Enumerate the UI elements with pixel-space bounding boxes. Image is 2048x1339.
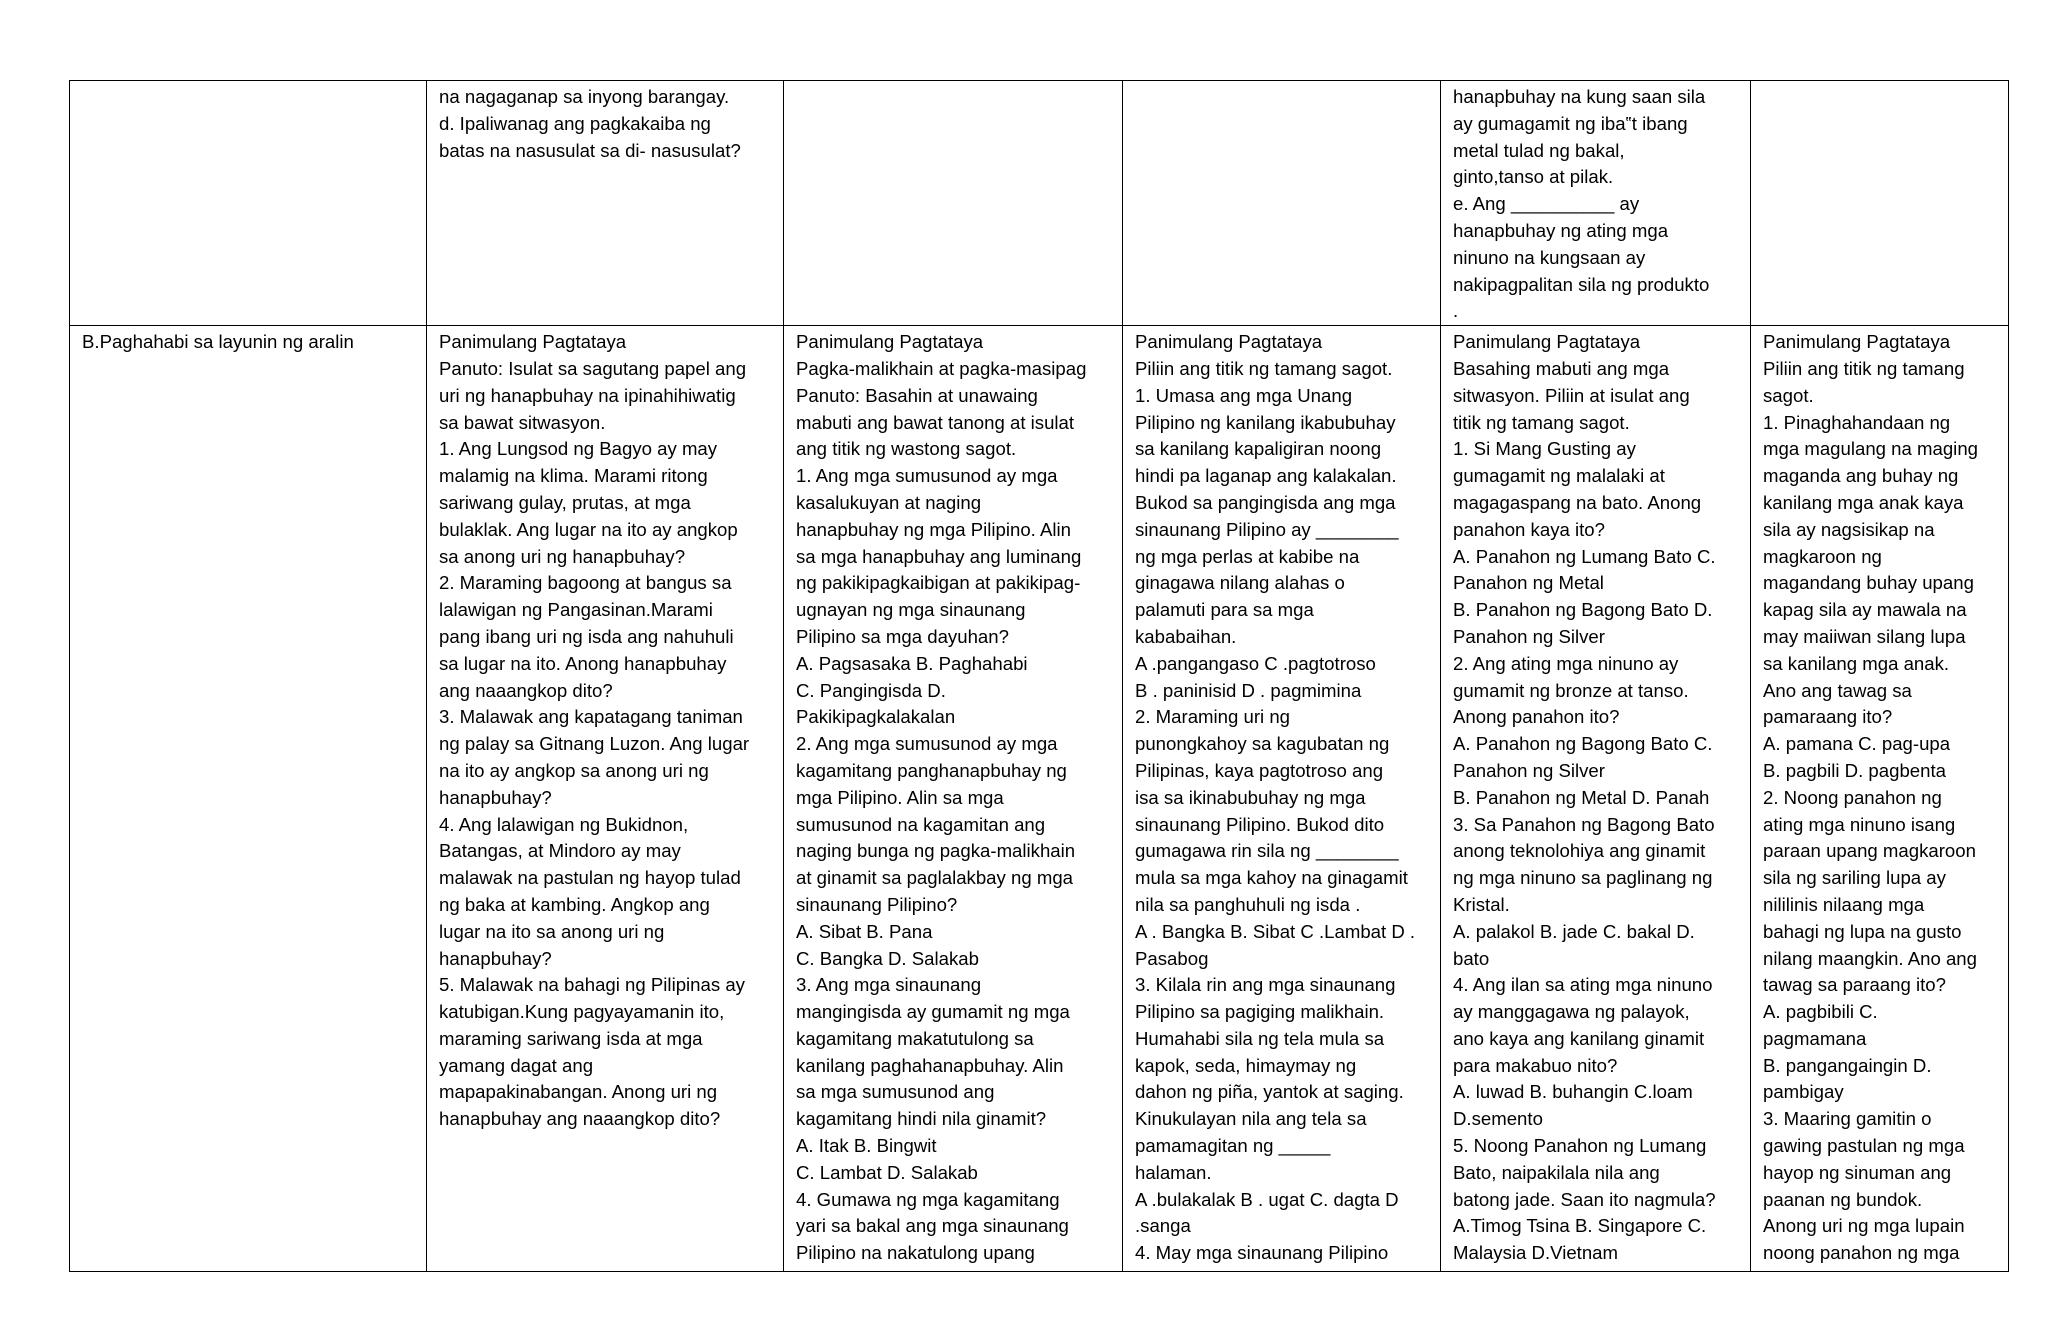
cell-text-line: A. Panahon ng Bagong Bato C. — [1453, 733, 1713, 755]
cell-text-line: mga Pilipino. Alin sa mga — [796, 786, 1004, 808]
cell-text-line: lalawigan ng Pangasinan.Marami — [439, 599, 713, 621]
table-cell — [1441, 326, 1751, 1272]
cell-text-line: B.Paghahabi sa layunin ng aralin — [82, 331, 354, 353]
cell-text-line: Kinukulayan nila ang tela sa — [1135, 1108, 1367, 1130]
cell-text-line: Panimulang Pagtataya — [1763, 331, 1951, 353]
table-row — [70, 81, 2009, 326]
cell-text-line: A .bulakalak B . ugat C. dagta D — [1135, 1188, 1399, 1210]
cell-text-line: may maiiwan silang lupa — [1763, 625, 1966, 647]
cell-text-line: C. Lambat D. Salakab — [796, 1161, 978, 1183]
cell-text-line: nililinis nilaang mga — [1763, 893, 1925, 915]
cell-text-line: nila sa panghuhuli ng isda . — [1135, 893, 1361, 915]
cell-text-line: 4. Gumawa ng mga kagamitang — [796, 1188, 1060, 1210]
cell-text-line: gawing pastulan ng mga — [1763, 1135, 1965, 1157]
cell-text-line: hanapbuhay? — [439, 947, 552, 969]
cell-text-line: C. Pangingisda D. — [796, 679, 946, 701]
table-cell — [427, 81, 784, 326]
cell-text-line: noong panahon ng mga — [1763, 1242, 1960, 1264]
cell-text-line: Panahon ng Metal — [1453, 572, 1604, 594]
cell-text-line: sa kanilang mga anak. — [1763, 652, 1950, 674]
cell-text-line: pang ibang uri ng isda ang nahuhuli — [439, 625, 734, 647]
cell-text-line: Anong panahon ito? — [1453, 706, 1620, 728]
cell-text-line: naging bunga ng pagka-malikhain — [796, 840, 1076, 862]
cell-text-line: 3. Kilala rin ang mga sinaunang — [1135, 974, 1396, 996]
cell-text-line: 4. Ang lalawigan ng Bukidnon, — [439, 813, 689, 835]
cell-text-line: sa bawat sitwasyon. — [439, 411, 606, 433]
cell-text-line: 4. Ang ilan sa ating mga ninuno — [1453, 974, 1713, 996]
cell-text-line: Piliin ang titik ng tamang sagot. — [1135, 357, 1393, 379]
cell-text-line: mga magulang na maging — [1763, 438, 1978, 460]
cell-text-line: 3. Malawak ang kapatagang taniman — [439, 706, 743, 728]
table-row — [70, 326, 2009, 1272]
cell-text-line: maganda ang buhay ng — [1763, 465, 1959, 487]
cell-text-line: 1. Ang mga sumusunod ay mga — [796, 465, 1058, 487]
cell-text-line: Panimulang Pagtataya — [796, 331, 984, 353]
cell-text-line: sumusunod na kagamitan ang — [796, 813, 1046, 835]
cell-text-line: Pagka-malikhain at pagka-masipag — [796, 357, 1087, 379]
cell-text-line: .sanga — [1135, 1215, 1191, 1237]
cell-text-line: 3. Maaring gamitin o — [1763, 1108, 1932, 1130]
cell-text-line: hanapbuhay ang naaangkop dito? — [439, 1108, 721, 1130]
cell-text-line: anong teknolohiya ang ginamit — [1453, 840, 1706, 862]
cell-text-line: B . paninisid D . pagmimina — [1135, 679, 1362, 701]
cell-text-line: Bato, naipakilala nila ang — [1453, 1161, 1660, 1183]
cell-text-line: A .pangangaso C .pagtotroso — [1135, 652, 1376, 674]
cell-text-line: hanapbuhay ng ating mga — [1453, 219, 1669, 241]
cell-text-line: 1. Ang Lungsod ng Bagyo ay may — [439, 438, 718, 460]
cell-text-line: pambigay — [1763, 1081, 1844, 1103]
cell-text-line: magkaroon ng — [1763, 545, 1882, 567]
cell-text-line: batong jade. Saan ito nagmula? — [1453, 1188, 1716, 1210]
cell-text-line: gumagawa rin sila ng ________ — [1135, 840, 1399, 862]
cell-text-line: gumagamit ng malalaki at — [1453, 465, 1665, 487]
cell-text-line: kagamitang panghanapbuhay ng — [796, 759, 1067, 781]
cell-text-line: Basahing mabuti ang mga — [1453, 357, 1670, 379]
cell-text-line: punongkahoy sa kagubatan ng — [1135, 733, 1390, 755]
cell-text-line: . — [1453, 300, 1459, 322]
cell-text-line: ng palay sa Gitnang Luzon. Ang lugar — [439, 733, 750, 755]
cell-text-line: kapok, seda, himaymay ng — [1135, 1054, 1357, 1076]
table-cell — [1751, 81, 2009, 326]
cell-text-line: ng mga ninuno sa paglinang ng — [1453, 867, 1713, 889]
cell-text-line: 2. Maraming uri ng — [1135, 706, 1291, 728]
cell-text-line: sinaunang Pilipino ay ________ — [1135, 518, 1399, 540]
table-cell — [1441, 81, 1751, 326]
cell-text-line: 5. Malawak na bahagi ng Pilipinas ay — [439, 974, 745, 996]
cell-text-line: nilang maangkin. Ano ang — [1763, 947, 1977, 969]
cell-text-line: sinaunang Pilipino. Bukod dito — [1135, 813, 1385, 835]
cell-text-line: hanapbuhay na kung saan sila — [1453, 86, 1706, 107]
cell-text-line: tawag sa paraang ito? — [1763, 974, 1946, 996]
cell-text-line: mangingisda ay gumamit ng mga — [796, 1001, 1070, 1023]
cell-text-line: lugar na ito sa anong uri ng — [439, 920, 665, 942]
cell-text-line: kagamitang hindi nila ginamit? — [796, 1108, 1047, 1130]
cell-text-line: gumamit ng bronze at tanso. — [1453, 679, 1689, 701]
cell-text-line: kanilang mga anak kaya — [1763, 491, 1964, 513]
cell-text-line: B. Panahon ng Metal D. Panah — [1453, 786, 1710, 808]
cell-text-line: kanilang paghahanapbuhay. Alin — [796, 1054, 1064, 1076]
cell-text-line: ano kaya ang kanilang ginamit — [1453, 1027, 1705, 1049]
cell-text-line: B. Panahon ng Bagong Bato D. — [1453, 599, 1713, 621]
cell-text-line: ninuno na kungsaan ay — [1453, 246, 1646, 268]
cell-text-line: d. Ipaliwanag ang pagkakaiba ng — [439, 112, 711, 134]
cell-text-line: D.semento — [1453, 1108, 1543, 1130]
cell-text-line: ginto,tanso at pilak. — [1453, 166, 1614, 188]
cell-text-line: 5. Noong Panahon ng Lumang — [1453, 1135, 1707, 1157]
cell-text-line: A. Itak B. Bingwit — [796, 1135, 937, 1157]
table-cell — [1751, 326, 2009, 1272]
cell-text-line: A. Panahon ng Lumang Bato C. — [1453, 545, 1716, 567]
table-cell — [784, 81, 1123, 326]
table-cell — [1123, 326, 1441, 1272]
cell-text-line: sa mga hanapbuhay ang luminang — [796, 545, 1082, 567]
cell-text-line: hanapbuhay ng mga Pilipino. Alin — [796, 518, 1071, 540]
cell-text-line: 1. Pinaghahandaan ng — [1763, 411, 1951, 433]
cell-text-line: palamuti para sa mga — [1135, 599, 1314, 621]
cell-text-line: A. pamana C. pag-upa — [1763, 733, 1951, 755]
cell-text-line: B. pangangaingin D. — [1763, 1054, 1932, 1076]
cell-text-line: sa lugar na ito. Anong hanapbuhay — [439, 652, 727, 674]
cell-text-line: A. Sibat B. Pana — [796, 920, 933, 942]
cell-text-line: ang naaangkop dito? — [439, 679, 613, 701]
cell-text-line: 1. Si Mang Gusting ay — [1453, 438, 1636, 460]
cell-text-line: 4. May mga sinaunang Pilipino — [1135, 1242, 1389, 1264]
cell-text-line: ginagawa nilang alahas o — [1135, 572, 1345, 594]
cell-text-line: pamaraang ito? — [1763, 706, 1893, 728]
cell-text-line: hanapbuhay? — [439, 786, 552, 808]
cell-text-line: hindi pa laganap ang kalakalan. — [1135, 465, 1397, 487]
cell-text-line: ang titik ng wastong sagot. — [796, 438, 1017, 460]
cell-text-line: A. palakol B. jade C. bakal D. — [1453, 920, 1695, 942]
cell-text-line: yamang dagat ang — [439, 1054, 594, 1076]
cell-text-line: Pakikipagkalakalan — [796, 706, 956, 728]
cell-text-line: ugnayan ng mga sinaunang — [796, 599, 1026, 621]
cell-text-line: Pilipino na nakatulong upang — [796, 1242, 1035, 1264]
cell-text-line: sa anong uri ng hanapbuhay? — [439, 545, 686, 567]
lesson-plan-table — [69, 80, 2009, 1272]
cell-text-line: sa mga sumusunod ang — [796, 1081, 995, 1103]
cell-text-line: Panimulang Pagtataya — [439, 331, 627, 353]
cell-text-line: kababaihan. — [1135, 625, 1237, 647]
cell-text-line: paraan upang magkaroon — [1763, 840, 1976, 862]
cell-text-line: sa kanilang kapaligiran noong — [1135, 438, 1382, 460]
cell-text-line: paanan ng bundok. — [1763, 1188, 1923, 1210]
cell-text-line: Malaysia D.Vietnam — [1453, 1242, 1619, 1264]
cell-text-line: Humahabi sila ng tela mula sa — [1135, 1027, 1385, 1049]
cell-text-line: Batangas, at Mindoro ay may — [439, 840, 681, 862]
cell-text-line: kapag sila ay mawala na — [1763, 599, 1967, 621]
cell-text-line: halaman. — [1135, 1161, 1212, 1183]
cell-text-line: ng baka at kambing. Angkop ang — [439, 893, 710, 915]
cell-text-line: na nagaganap sa inyong barangay. — [439, 86, 730, 107]
cell-text-line: kagamitang makatutulong sa — [796, 1027, 1034, 1049]
cell-text-line: magandang buhay upang — [1763, 572, 1974, 594]
cell-text-line: A. Pagsasaka B. Paghahabi — [796, 652, 1028, 674]
cell-text-line: Panimulang Pagtataya — [1135, 331, 1323, 353]
cell-text-line: ng pakikipagkaibigan at pakikipag- — [796, 572, 1081, 594]
cell-text-line: hayop ng sinuman ang — [1763, 1161, 1952, 1183]
cell-text-line: mabuti ang bawat tanong at isulat — [796, 411, 1075, 433]
cell-text-line: C. Bangka D. Salakab — [796, 947, 979, 969]
cell-text-line: at ginamit sa paglalakbay ng mga — [796, 867, 1074, 889]
cell-text-line: Panahon ng Silver — [1453, 625, 1605, 647]
cell-text-line: ay manggagawa ng palayok, — [1453, 1001, 1690, 1023]
table-cell — [1123, 81, 1441, 326]
table-cell — [427, 326, 784, 1272]
cell-text-line: Pilipino ng kanilang ikabubuhay — [1135, 411, 1396, 433]
cell-text-line: Kristal. — [1453, 893, 1510, 915]
cell-text-line: 3. Sa Panahon ng Bagong Bato — [1453, 813, 1715, 835]
row-heading-cell — [70, 326, 427, 1272]
cell-text-line: sagot. — [1763, 384, 1814, 406]
cell-text-line: ay gumagamit ng iba‟t ibang — [1453, 112, 1688, 134]
cell-text-line: isa sa ikinabubuhay ng mga — [1135, 786, 1366, 808]
cell-text-line: pamamagitan ng _____ — [1135, 1135, 1331, 1157]
cell-text-line: na ito ay angkop sa anong uri ng — [439, 759, 709, 781]
cell-text-line: Pilipino sa mga dayuhan? — [796, 625, 1009, 647]
cell-text-line: Pasabog — [1135, 947, 1209, 969]
cell-text-line: Piliin ang titik ng tamang — [1763, 357, 1965, 379]
cell-text-line: uri ng hanapbuhay na ipinahihiwatig — [439, 384, 736, 406]
cell-text-line: mula sa mga kahoy na ginagamit — [1135, 867, 1408, 889]
cell-text-line: 3. Ang mga sinaunang — [796, 974, 982, 996]
cell-text-line: Panimulang Pagtataya — [1453, 331, 1641, 353]
cell-text-line: 2. Noong panahon ng — [1763, 786, 1942, 808]
cell-text-line: sariwang gulay, prutas, at mga — [439, 491, 691, 513]
cell-text-line: malawak na pastulan ng hayop tulad — [439, 867, 741, 889]
cell-text-line: A . Bangka B. Sibat C .Lambat D . — [1135, 920, 1416, 942]
cell-text-line: Panuto: Isulat sa sagutang papel ang — [439, 357, 747, 379]
cell-text-line: bulaklak. Ang lugar na ito ay angkop — [439, 518, 738, 540]
cell-text-line: sila ng sariling lupa ay — [1763, 867, 1946, 889]
cell-text-line: 1. Umasa ang mga Unang — [1135, 384, 1353, 406]
cell-text-line: kasalukuyan at naging — [796, 491, 982, 513]
cell-text-line: sinaunang Pilipino? — [796, 893, 958, 915]
cell-text-line: 2. Maraming bagoong at bangus sa — [439, 572, 732, 594]
table-cell — [784, 326, 1123, 1272]
cell-text-line: pagmamana — [1763, 1027, 1867, 1049]
cell-text-line: Panahon ng Silver — [1453, 759, 1605, 781]
cell-text-line: 2. Ang ating mga ninuno ay — [1453, 652, 1679, 674]
cell-text-line: Panuto: Basahin at unawaing — [796, 384, 1038, 406]
cell-text-line: ating mga ninuno isang — [1763, 813, 1956, 835]
table-cell — [70, 81, 427, 326]
cell-text-line: sitwasyon. Piliin at isulat ang — [1453, 384, 1690, 406]
cell-text-line: A. pagbibili C. — [1763, 1001, 1878, 1023]
cell-text-line: yari sa bakal ang mga sinaunang — [796, 1215, 1069, 1237]
cell-text-line: maraming sariwang isda at mga — [439, 1027, 703, 1049]
cell-text-line: katubigan.Kung pagyayamanin ito, — [439, 1001, 725, 1023]
cell-text-line: B. pagbili D. pagbenta — [1763, 759, 1946, 781]
cell-text-line: Anong uri ng mga lupain — [1763, 1215, 1965, 1237]
cell-text-line: batas na nasusulat sa di- nasusulat? — [439, 139, 741, 161]
cell-text-line: mapapakinabangan. Anong uri ng — [439, 1081, 718, 1103]
cell-text-line: Bukod sa pangingisda ang mga — [1135, 491, 1396, 513]
cell-text-line: nakipagpalitan sila ng produkto — [1453, 273, 1710, 295]
cell-text-line: titik ng tamang sagot. — [1453, 411, 1630, 433]
cell-text-line: magagaspang na bato. Anong — [1453, 491, 1702, 513]
cell-text-line: e. Ang __________ ay — [1453, 193, 1640, 215]
cell-text-line: ng mga perlas at kabibe na — [1135, 545, 1360, 567]
cell-text-line: bato — [1453, 947, 1490, 969]
cell-text-line: panahon kaya ito? — [1453, 518, 1605, 540]
cell-text-line: Ano ang tawag sa — [1763, 679, 1912, 701]
cell-text-line: Pilipino sa pagiging malikhain. — [1135, 1001, 1385, 1023]
cell-text-line: A.Timog Tsina B. Singapore C. — [1453, 1215, 1707, 1237]
cell-text-line: 2. Ang mga sumusunod ay mga — [796, 733, 1058, 755]
cell-text-line: para makabuo nito? — [1453, 1054, 1618, 1076]
cell-text-line: Pilipinas, kaya pagtotroso ang — [1135, 759, 1384, 781]
cell-text-line: metal tulad ng bakal, — [1453, 139, 1625, 161]
cell-text-line: bahagi ng lupa na gusto — [1763, 920, 1962, 942]
cell-text-line: sila ay nagsisikap na — [1763, 518, 1935, 540]
cell-text-line: dahon ng piña, yantok at saging. — [1135, 1081, 1404, 1103]
cell-text-line: malamig na klima. Marami ritong — [439, 465, 708, 487]
cell-text-line: A. luwad B. buhangin C.loam — [1453, 1081, 1693, 1103]
